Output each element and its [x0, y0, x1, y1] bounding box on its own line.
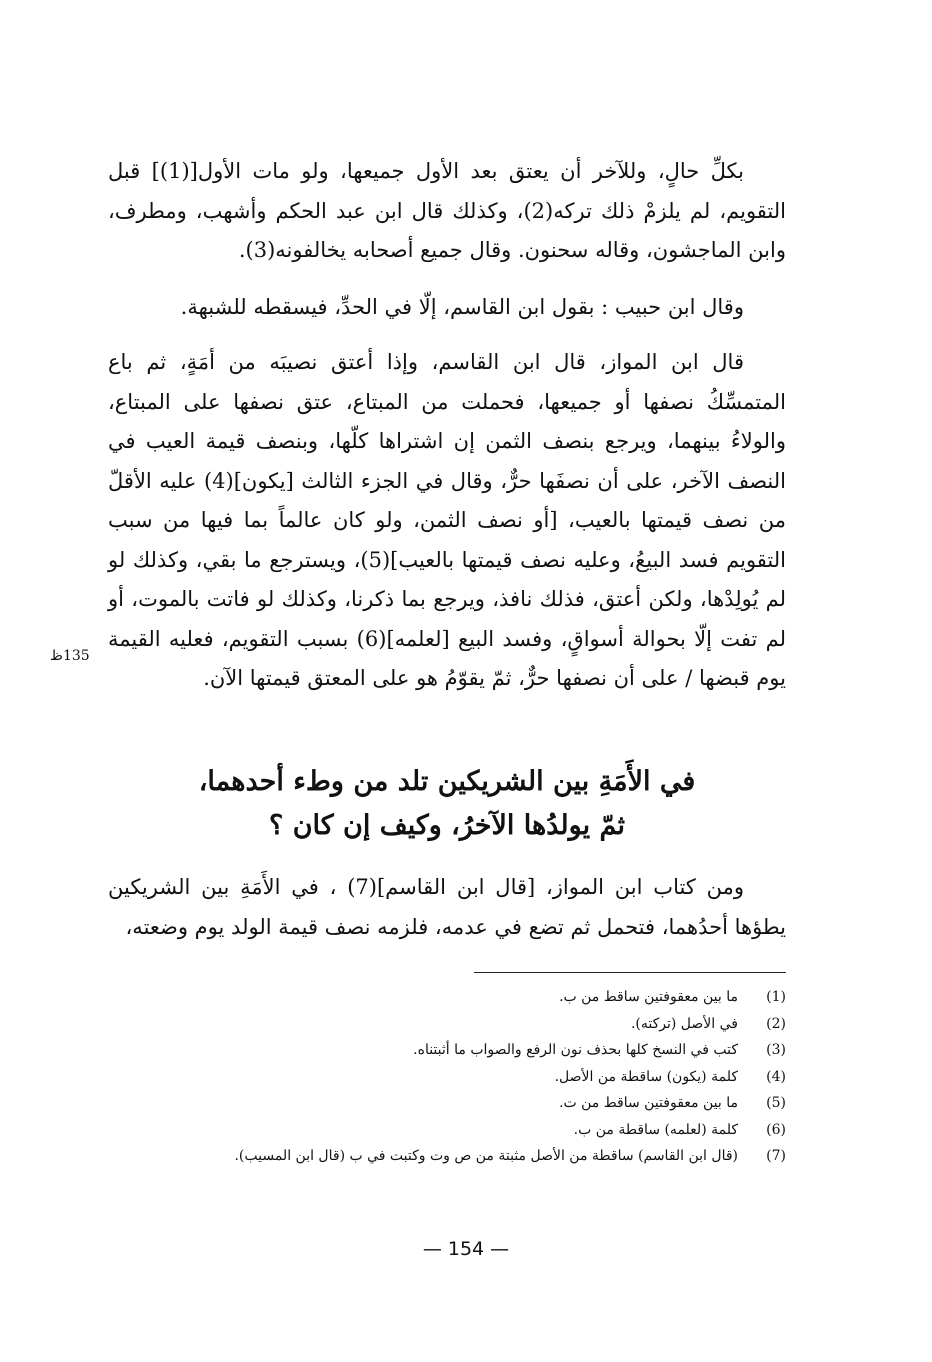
paragraph-4: ومن كتاب ابن المواز، [قال ابن القاسم](7) ، في الأَمَةِ بين الشريكين يطؤها أحدُهما، فتحمل ثم تضع في عدمه، فلزمه نصف قيمة الولد يوم وضعته، — [108, 875, 786, 939]
footnote-text: ما بين معقوفتين ساقط من ت. — [559, 1095, 738, 1112]
paragraph-3: قال ابن المواز، قال ابن القاسم، وإذا أعتق نصيبَه من أمَةٍ، ثم باع المتمسِّكُ نصفها أو جميعها، فحملت من المبتاع، عتق نصفها على المبتاع، والولاءُ بينهما، ويرجع بنصف الثمن إن اشتراها كلّها، وبنصف قيمة العيب في النصف الآخر، على أن نصفَها حرٌّ، وقال في الجزء الثالث [يكون](4) عليه الأقلّ من نصف قيمتها بالعيب، [أو نصف الثمن، ولو كان عالماً بما فيها من سبب التقويم فسد البيعُ، وعليه نصف قيمتها بالعيب](5)، ويسترجع ما بقي، وكذلك لو لم يُولِدْها، ولكن أعتق، فذلك نافذ، ويرجع بما ذكرنا، وكذلك لو فاتت بالموت، أو لم تفت إلّا بحوالة أسواقٍ، وفسد البيع [لعلمه](6) بسبب التقويم، فعليه القيمة يوم قبضها / على أن نصفها حرٌّ، ثمّ يقوّمُ هو على المعتق قيمتها الآن. — [108, 350, 787, 690]
footnotes-list — [108, 984, 786, 1170]
footnote-text: (قال ابن القاسم) ساقطة من الأصل مثبتة من ص وت وكتبت في ب (قال ابن المسيب). — [234, 1148, 738, 1165]
manuscript-folio-marker: 135ظ — [50, 648, 90, 664]
footnote-number: (3) — [766, 1042, 786, 1059]
footnote — [108, 1064, 786, 1091]
paragraph-1: بكلِّ حالٍ، وللآخر أن يعتق بعد الأول جميعها، ولو مات الأول[(1)] قبل التقويم، لم يلزمْ ذلك تركه(2)، وكذلك قال ابن عبد الحكم وأشهب، ومطرف، وابن الماجشون، وقاله سحنون. وقال جميع أصحابه يخالفونه(3). — [108, 159, 786, 262]
footnote — [108, 1117, 786, 1144]
footnote-text: كلمة (يكون) ساقطة من الأصل. — [554, 1068, 738, 1085]
footnote-text: كلمة (لعلمه) ساقطة من ب. — [573, 1121, 738, 1138]
section-heading — [108, 760, 786, 848]
footnote-divider — [474, 972, 786, 973]
footnote-text: ما بين معقوفتين ساقط من ب. — [559, 989, 738, 1006]
footnote-number: (4) — [766, 1068, 786, 1085]
footnote — [108, 1037, 786, 1064]
footnote-number: (5) — [766, 1095, 786, 1112]
section-heading-line-1: في الأَمَةِ بين الشريكين تلد من وطء أحدهما، — [198, 766, 696, 797]
footnote-text: في الأصل (تركته). — [630, 1015, 738, 1032]
footnote — [108, 1011, 786, 1038]
footnote-number: (7) — [766, 1148, 786, 1165]
footnote — [108, 984, 786, 1011]
footnote-number: (6) — [766, 1121, 786, 1138]
footnote-number: (2) — [766, 1015, 786, 1032]
section-heading-line-2: ثمّ يولدُها الآخرُ، وكيف إن كان ؟ — [269, 810, 625, 841]
footnote-text: كتب في النسخ كلها بحذف نون الرفع والصواب ما أثبتناه. — [413, 1042, 738, 1059]
footnote-number: (1) — [766, 989, 786, 1006]
page-number: — 154 — — [422, 1238, 510, 1260]
paragraph-2: وقال ابن حبيب : بقول ابن القاسم، إلّا في الحدِّ، فيسقطه للشبهة. — [180, 295, 744, 319]
footnote — [108, 1090, 786, 1117]
footnote — [108, 1143, 786, 1170]
